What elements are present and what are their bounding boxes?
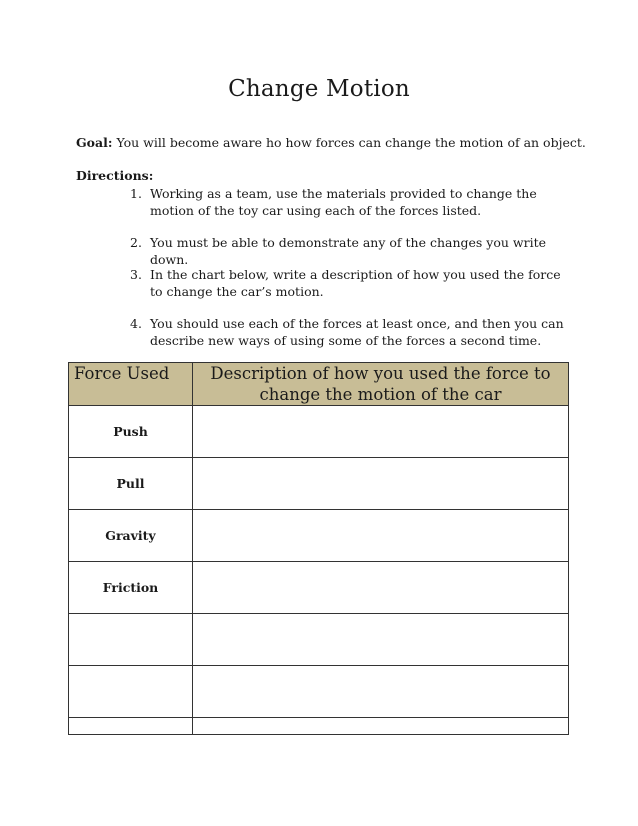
force-cell: Push	[69, 406, 193, 458]
step-text: In the chart below, write a description of how you used the force to change the car’s motion.	[150, 267, 561, 299]
step-text: You must be able to demonstrate any of the changes you write down.	[150, 235, 546, 267]
table-row	[69, 614, 569, 666]
table-row	[69, 406, 569, 458]
page-title: Change Motion	[228, 76, 410, 102]
description-cell[interactable]	[193, 510, 569, 562]
step-text: Working as a team, use the materials provided to change the motion of the toy car using each of the forces listed.	[150, 186, 537, 218]
table-row	[69, 666, 569, 718]
description-cell[interactable]	[193, 458, 569, 510]
header-force-used: Force Used	[69, 363, 193, 406]
force-cell: Gravity	[69, 510, 193, 562]
table-row	[69, 510, 569, 562]
table-header-row	[69, 363, 569, 406]
goal-label: Goal:	[76, 135, 113, 150]
force-chart	[68, 362, 569, 735]
description-cell[interactable]	[193, 666, 569, 718]
description-cell[interactable]	[193, 562, 569, 614]
step-number: 2.	[130, 235, 142, 250]
directions-label: Directions:	[76, 168, 154, 183]
direction-step-3	[130, 266, 570, 300]
step-number: 3.	[130, 267, 142, 282]
table-row	[69, 718, 569, 735]
goal-statement	[76, 135, 586, 150]
force-cell[interactable]	[69, 666, 193, 718]
direction-step-4	[130, 315, 570, 349]
step-number: 4.	[130, 316, 142, 331]
force-cell: Friction	[69, 562, 193, 614]
goal-text: You will become aware ho how forces can change the motion of an object.	[112, 135, 586, 150]
step-number: 1.	[130, 186, 142, 201]
force-cell: Pull	[69, 458, 193, 510]
force-cell[interactable]	[69, 718, 193, 735]
step-text: You should use each of the forces at least once, and then you can describe new ways of using some of the forces a second time.	[150, 316, 564, 348]
description-cell[interactable]	[193, 406, 569, 458]
description-cell[interactable]	[193, 614, 569, 666]
header-description: Description of how you used the force to change the motion of the car	[193, 363, 569, 406]
table-row	[69, 562, 569, 614]
table-row	[69, 458, 569, 510]
force-cell[interactable]	[69, 614, 193, 666]
description-cell[interactable]	[193, 718, 569, 735]
direction-step-1	[130, 185, 570, 219]
direction-step-2	[130, 234, 570, 268]
